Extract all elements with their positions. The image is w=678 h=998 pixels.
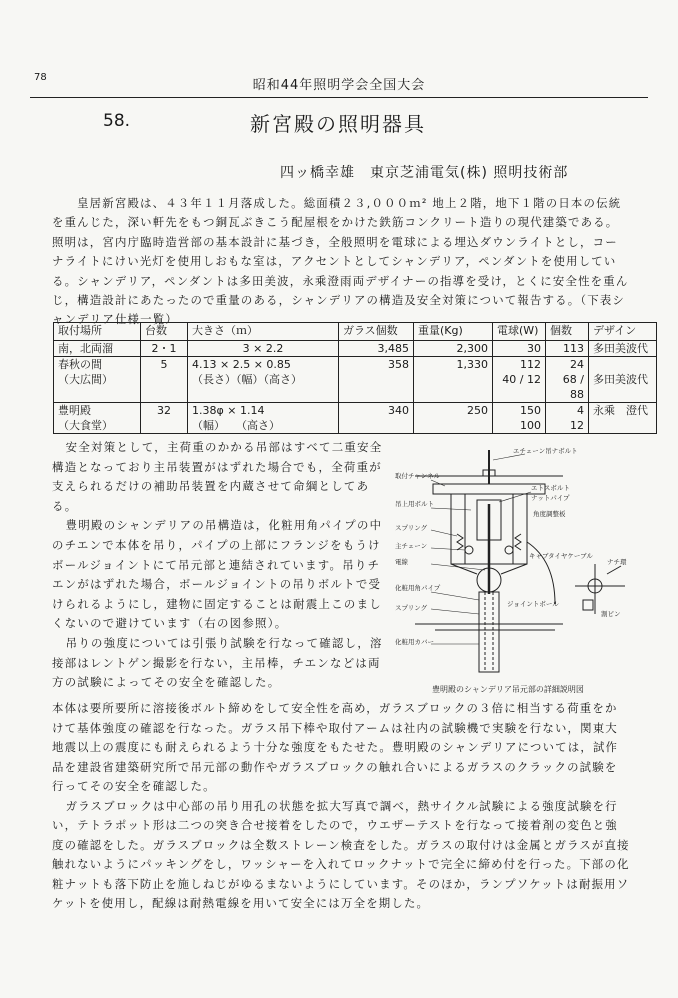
mounting-channel — [433, 484, 545, 494]
cell-place — [54, 403, 141, 434]
fig-label: 化粧用カバー — [395, 638, 434, 646]
cell-design: 永乘 澄代 — [589, 403, 657, 434]
spring-left — [457, 534, 463, 550]
fig-label: 化粧用角パイプ — [395, 584, 441, 592]
fig-label: スプリング — [395, 604, 428, 612]
fig-label: エトスボルト — [531, 484, 570, 492]
page-number: 78 — [34, 72, 47, 83]
cell-place — [54, 357, 141, 403]
cell-glass: 358 — [339, 357, 414, 403]
fig-label: 電線 — [395, 558, 408, 566]
cell-count: 32 — [141, 403, 188, 434]
cell-design: 多田美波代 — [589, 341, 657, 357]
fig-label: 取付チャンネル — [395, 472, 441, 480]
bolt-circle — [465, 546, 473, 554]
split-pin — [583, 600, 593, 610]
cell-qty — [546, 357, 589, 403]
chandelier-spec-table — [53, 322, 657, 434]
cell-bulb: 30 — [493, 341, 546, 357]
qty-main: 4 — [577, 404, 584, 417]
section-number: 58. — [103, 111, 131, 131]
paragraph: 豊明殿のシャンデリアの吊構造は，化粧用角パイプの中のチエンで本体を吊り，パイプの上部にフランジをもうけボールジョイントにて吊元部と連結されています。吊りチエンがはずれた場合，ボールジョイントの吊りボルトで受けられるようにし，建物に固定することは耐震上このましくないので避けています（右の図参照）。 — [52, 518, 383, 631]
cell-qty: 113 — [546, 341, 589, 357]
paragraph: 安全対策として，主荷重のかかる吊部はすべて二重安全構造となっており主吊装置がはずれた場合でも，全荷重が支えられるだけの補助吊装置を内蔵させて命綱としてある。 — [52, 440, 383, 513]
cell-place: 南，北両溜 — [54, 341, 141, 357]
paper-title: 新宮殿の照明器具 — [250, 112, 426, 136]
fig-label: エチェーン吊ナボルト — [513, 447, 578, 455]
bulb-main: 150 — [520, 404, 541, 417]
paragraph: 吊りの強度については引張り試験を行なって確認し，溶接部はレントゲン撮影を行ない，主吊棒，チエンなどは両方の試験によってその安全を確認した。 — [52, 635, 383, 690]
size-sub: （幅） （高さ） — [192, 419, 280, 432]
design-value: 多田美波代 — [593, 373, 648, 386]
bulb-sub: 100 — [520, 419, 541, 432]
col-header: 電球(W) — [493, 323, 546, 341]
cell-glass: 340 — [339, 403, 414, 434]
fig-label: 吊上用ボルト — [395, 500, 434, 508]
cell-glass: 3,485 — [339, 341, 414, 357]
fig-label: ナチ環 — [607, 558, 627, 566]
paragraph: 本体は要所要所に溶接後ボルト締めをして安全性を高め，ガラスブロックの３倍に相当する荷重をかけて基体強度の確認を行なった。ガラス吊下棒や取付アームは社内の試験機で実験を行ない，関東大地震以上の震度にも耐えられるよう十分な強度をもたせた。豊明殿のシャンデリアについては，試作品を建設省建築研究所で吊元部の動作やガラスブロックの触れ合いによるガラスのクラックの試験を行ってその安全を確認した。 — [52, 701, 619, 793]
table-row — [54, 341, 657, 357]
place-main: 春秋の間 — [58, 358, 102, 371]
qty-sub: 12 — [570, 419, 584, 432]
place-main: 豊明殿 — [58, 404, 91, 417]
figure-caption: 豊明殿のシャンデリア吊元部の詳細説明図 — [432, 685, 584, 694]
cell-size: 3 × 2.2 — [188, 341, 339, 357]
fig-label: ナットパイプ — [531, 494, 570, 502]
col-header: デザイン — [589, 323, 657, 341]
fig-label: ジョイントボール — [507, 600, 559, 608]
col-header: 台数 — [141, 323, 188, 341]
suspension-detail-figure — [395, 444, 657, 689]
cell-count: 2・1 — [141, 341, 188, 357]
col-header: 大きさ（ｍ） — [188, 323, 339, 341]
bulb-main: 112 — [520, 358, 541, 371]
header-rule — [30, 97, 648, 98]
col-header: 重量(Kg) — [414, 323, 493, 341]
table-row — [54, 403, 657, 434]
col-header: 個数 — [546, 323, 589, 341]
col-header: 取付場所 — [54, 323, 141, 341]
cell-weight: 1,330 — [414, 357, 493, 403]
decorative-pipe — [479, 592, 499, 672]
size-main: 1.38φ × 1.14 — [192, 404, 265, 417]
fig-label: 割ピン — [601, 610, 621, 618]
cell-count: 5 — [141, 357, 188, 403]
body-text — [52, 699, 630, 914]
cell-design — [589, 357, 657, 403]
fig-label: キャブタイヤケーブル — [529, 552, 593, 560]
conference-header: 昭和44年照明学会全国大会 — [252, 78, 426, 93]
fig-label: 角度調整板 — [533, 510, 566, 518]
bolt-circle — [505, 546, 513, 554]
qty-sub: 68 / 88 — [562, 373, 584, 401]
paragraph: ガラスブロックは中心部の吊り用孔の状態を拡大写真で調べ，熱サイクル試験による強度試験を行い，テトラポット形は二つの突き合せ接着をしたので，ウエザーテストを行なって接着剤の変色と強度の確認をした。ガラスブロックは全数ストレーン検査をした。ガラスの取付けは金属とガラスが直接触れないようにパッキングをし，ワッシャーを入れてロックナットで完全に締め付を行った。下部の化粧ナットも落下防止を施しねじがゆるまないようにしています。そのほか，ランプソケットは耐振用ソケットを使用し，配線は耐熱電線を用いて安全には万全を期した。 — [52, 798, 630, 910]
intro-paragraph: 皇居新宮殿は、４３年１１月落成した。総面積２３,０００ｍ² 地上２階，地下１階の日本の伝統を重んじた，深い軒先をもつ銅瓦ぶきこう配屋根をかけた鉄筋コンクリート造りの現代建築である。照明は，宮内庁臨時造営部の基本設計に基づき，全般照明を電球による埋込ダウンライトとし，コーナライトにけい光灯を使用しおもな室は，アクセントとしてシャンデリア，ペンダントを使用している。シャンデリア，ペンダントは多田美波，永乘澄雨両デザイナーの指導を受け，とくに安全性を重んじ，構造設計にあたったので重量のある，シャンデリアの構造及安全対策について報告する。（下表シャンデリア仕様一覧） — [52, 196, 629, 327]
cell-bulb — [493, 403, 546, 434]
table-row — [54, 357, 657, 403]
table-header-row — [54, 323, 657, 341]
intro-text — [52, 194, 630, 330]
cell-qty — [546, 403, 589, 434]
cell-weight: 2,300 — [414, 341, 493, 357]
fig-label: スプリング — [395, 524, 428, 532]
cell-size — [188, 403, 339, 434]
cell-weight: 250 — [414, 403, 493, 434]
size-sub: （長さ）（幅）（高さ） — [192, 373, 302, 386]
size-main: 4.13 × 2.5 × 0.85 — [192, 358, 291, 371]
bulb-sub: 40 / 12 — [502, 373, 541, 386]
spring-right — [515, 534, 521, 550]
cell-bulb — [493, 357, 546, 403]
col-header: ガラス個数 — [339, 323, 414, 341]
left-column-text — [52, 438, 388, 693]
cell-size — [188, 357, 339, 403]
fig-label: 主チェーン — [395, 542, 428, 550]
qty-main: 24 — [570, 358, 584, 371]
authors-affiliation: 四ッ橋幸雄 東京芝浦電気(株) 照明技術部 — [280, 165, 569, 181]
place-sub: （大広間） — [58, 373, 113, 386]
place-sub: （大食堂） — [58, 419, 113, 432]
